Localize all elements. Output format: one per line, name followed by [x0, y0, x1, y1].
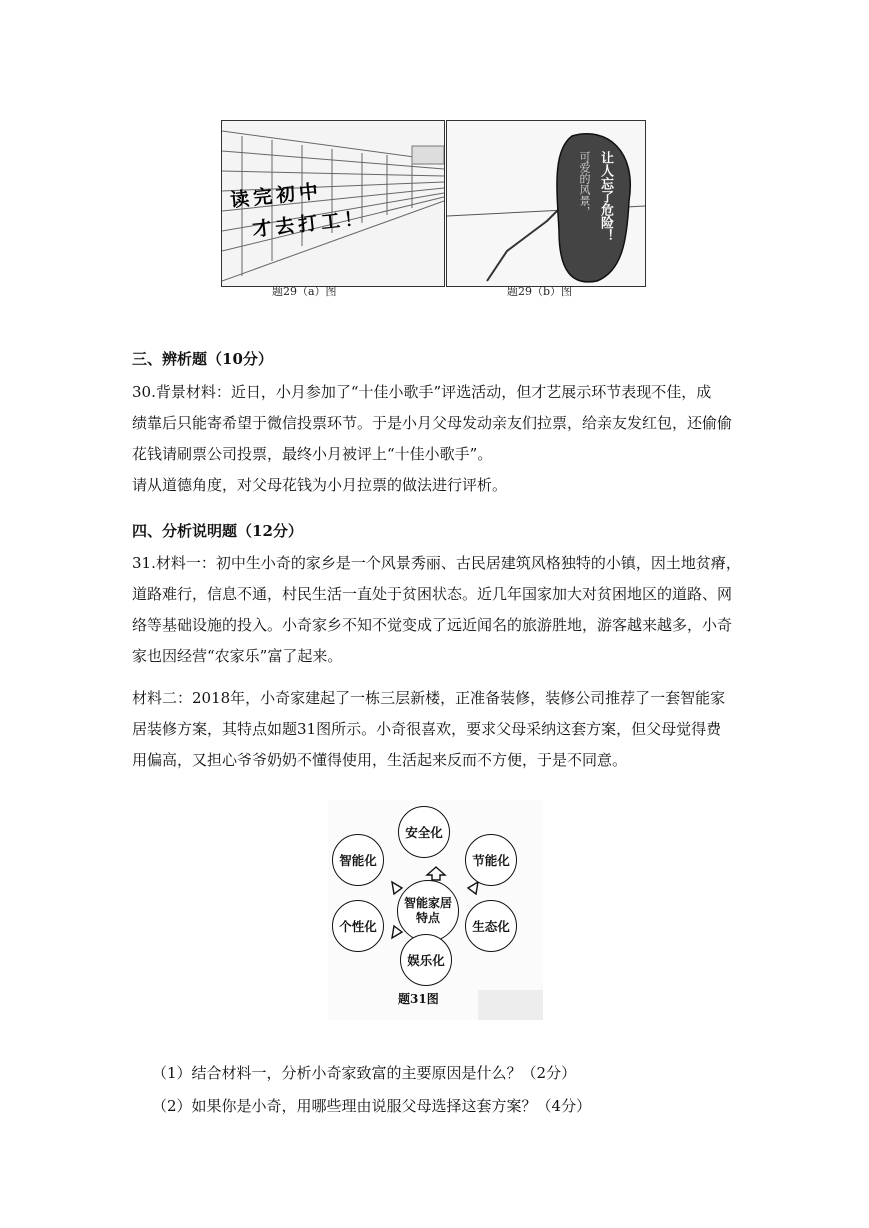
m1-line: 31.材料一：初中生小奇的家乡是一个风景秀丽、古民居建筑风格独特的小镇，因土地贫瘠，: [132, 554, 741, 572]
diagram-node-top: 安全化: [398, 806, 450, 858]
q30-line: 30.背景材料：近日，小月参加了“十佳小歌手”评选活动，但才艺展示环节表现不佳，成: [132, 383, 712, 401]
figure-31-caption: 题31图: [398, 992, 439, 1006]
m1-line: 道路难行，信息不通，村民生活一直处于贫困状态。近几年国家加大对贫困地区的道路、网: [132, 585, 733, 603]
wall-slogan-line1: 读完初中: [229, 180, 324, 212]
figure-29b-caption: 题29（b）图: [507, 285, 573, 298]
material-1: [132, 548, 752, 672]
q30-line: 请从道德角度，对父母花钱为小月拉票的做法进行评析。: [132, 476, 508, 494]
q30-line: 绩靠后只能寄希望于微信投票环节。于是小月父母发动亲友们拉票，给亲友发红包，还偷偷: [132, 414, 733, 432]
m2-line: 用偏高，又担心爷爷奶奶不懂得使用，生活起来反而不方便，于是不同意。: [132, 751, 628, 769]
q30-line: 花钱请刷票公司投票，最终小月被评上“十佳小歌手”。: [132, 445, 493, 463]
question-31-2: （2）如果你是小奇，用哪些理由说服父母选择这套方案？（4分）: [152, 1097, 592, 1115]
m2-line: 材料二：2018年，小奇家建起了一栋三层新楼，正准备装修，装修公司推荐了一套智能家: [132, 689, 726, 707]
section-3-heading: 三、辨析题（10分）: [132, 350, 273, 368]
question-31-1: （1）结合材料一，分析小奇家致富的主要原因是什么？（2分）: [152, 1064, 577, 1082]
figure-29b-image: [446, 120, 646, 287]
diagram-node-lower-right: 生态化: [465, 900, 517, 952]
wall-slogan-line2: 才去打工！: [251, 207, 369, 241]
m1-line: 家也因经营“农家乐”富了起来。: [132, 647, 343, 665]
material-2: [132, 683, 752, 776]
diagram-node-upper-right: 节能化: [465, 834, 517, 886]
rock-drawing: [447, 121, 645, 286]
section-4-heading: 四、分析说明题（12分）: [132, 522, 303, 540]
m1-line: 络等基础设施的投入。小奇家乡不知不觉变成了远近闻名的旅游胜地，游客越来越多，小奇: [132, 616, 733, 634]
figure-31-diagram: [328, 800, 543, 1020]
diagram-node-bottom: 娱乐化: [400, 934, 452, 986]
diagram-node-upper-left: 智能化: [332, 834, 384, 886]
rock-text-left: 可爱的风景，: [578, 151, 591, 217]
m2-line: 居装修方案，其特点如题31图所示。小奇很喜欢，要求父母采纳这套方案，但父母觉得费: [132, 720, 722, 738]
question-30: [132, 377, 752, 501]
figure-29a-caption: 题29（a）图: [272, 285, 337, 298]
diagram-node-lower-left: 个性化: [332, 900, 384, 952]
diagram-center-node: 智能家居特点: [397, 880, 459, 942]
figure-29a-image: [221, 120, 445, 287]
rock-text-right: 让人忘了危险！: [598, 151, 613, 242]
